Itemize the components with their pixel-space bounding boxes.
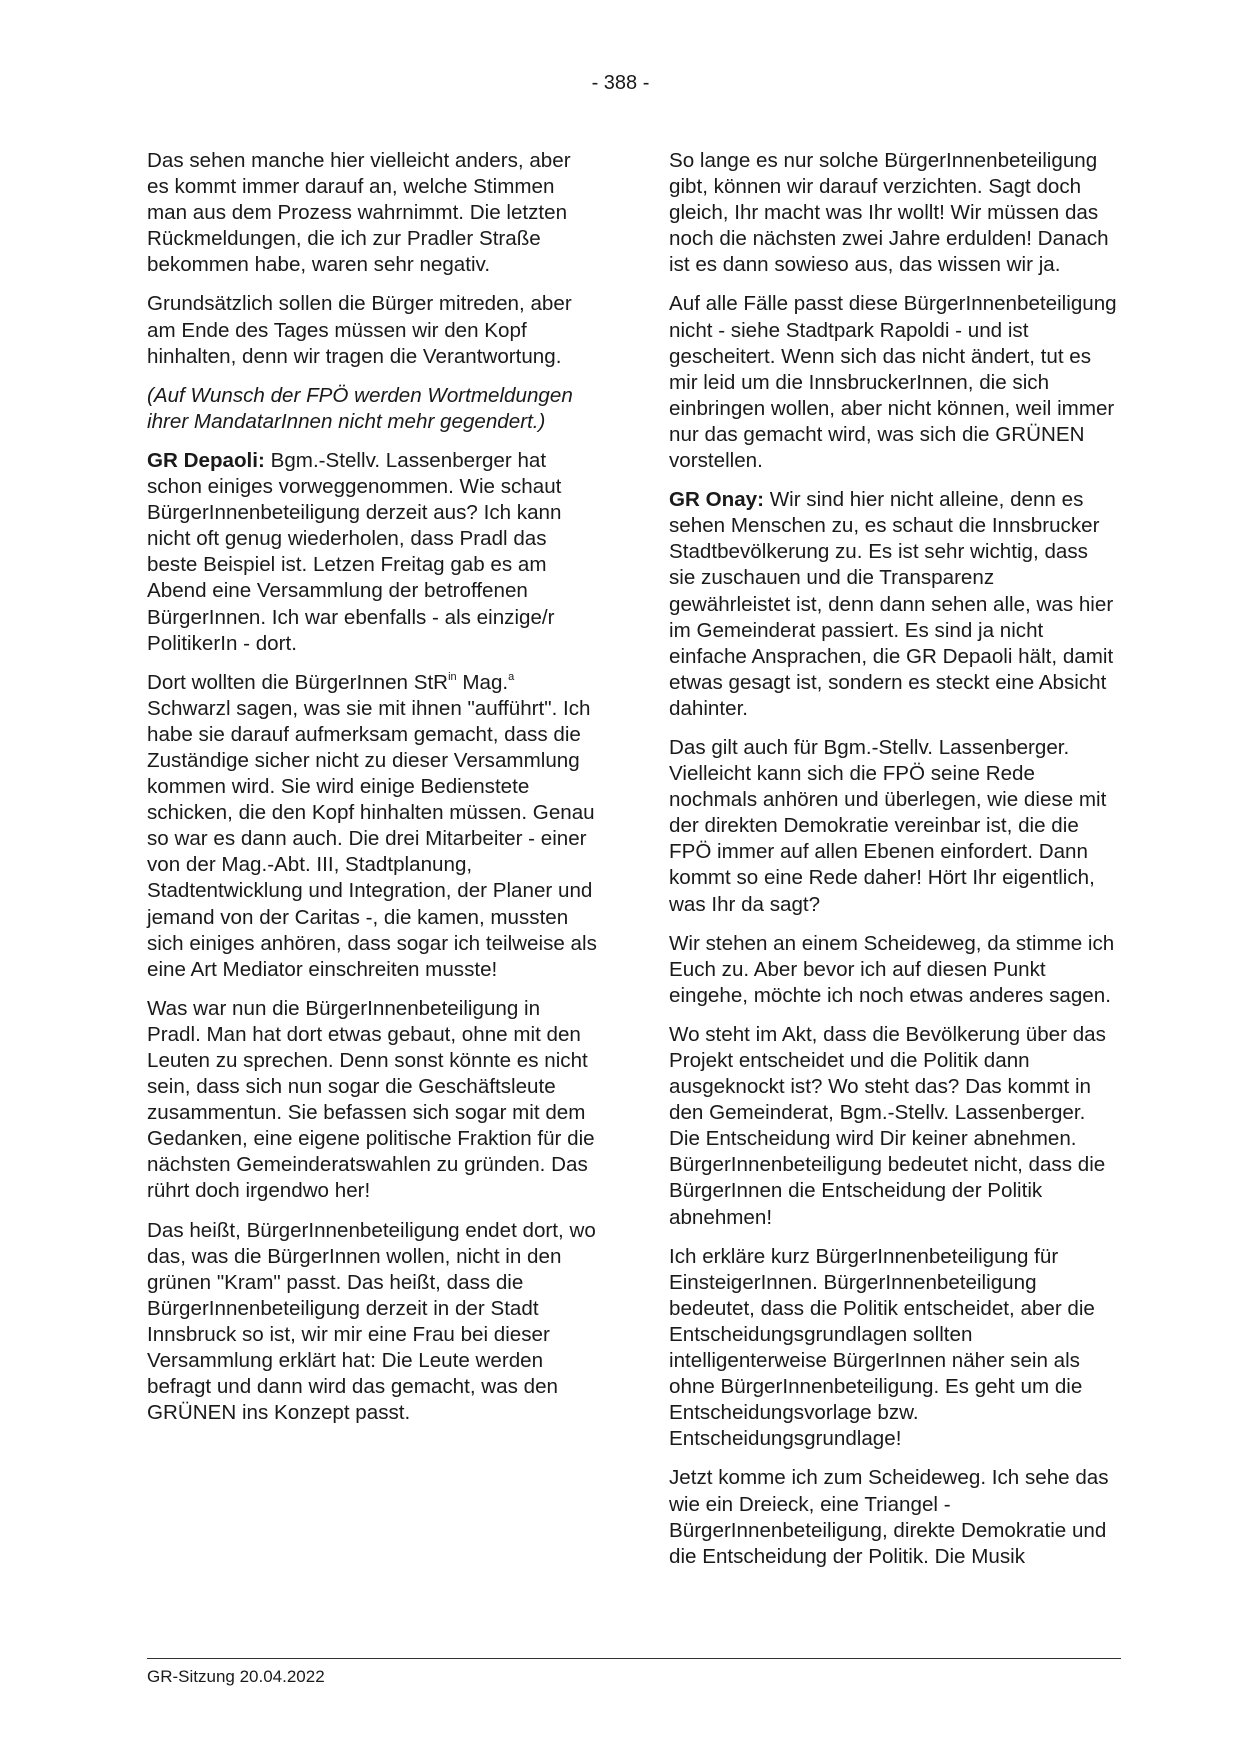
superscript: a [508, 670, 515, 683]
paragraph: So lange es nur solche BürgerInnenbeteiligung gibt, können wir darauf verzichten. Sagt doch gleich, Ihr macht was Ihr wollt! Wir müssen das noch die nächsten zwei Jahre erdulden! Danach ist es dann sowieso aus, das wissen wir ja. [669, 149, 1109, 277]
speaker-name: GR Onay: [669, 488, 764, 512]
left-column [147, 148, 597, 1439]
paragraph: Das heißt, BürgerInnenbeteiligung endet dort, wo das, was die BürgerInnen wollen, nicht in den grünen "Kram" passt. Das heißt, dass die BürgerInnenbeteiligung derzeit in der Stadt Innsbruck so ist, wir mir eine Frau bei dieser Versammlung erklärt hat: Die Leute werden befragt und dann wird das gemacht, was den GRÜNEN ins Konzept passt. [147, 1218, 596, 1425]
paragraph [147, 670, 597, 983]
page-number: - 388 - [591, 72, 650, 94]
paragraph: Ich erkläre kurz BürgerInnenbeteiligung für EinsteigerInnen. BürgerInnenbeteiligung bedeutet, dass die Politik entscheidet, aber die Entscheidungsgrundlagen sollten intelligenterweise BürgerInnen näher sein als ohne BürgerInnenbeteiligung. Es geht um die Entscheidungsvorlage bzw. Entscheidungsgrundlage! [669, 1244, 1095, 1451]
paragraph: Wir stehen an einem Scheideweg, da stimme ich Euch zu. Aber bevor ich auf diesen Punkt eingehe, möchte ich noch etwas anderes sagen. [669, 931, 1115, 1007]
speech-text: Bgm.-Stellv. Lassenberger hat schon einiges vorweggenommen. Wie schaut BürgerInnenbeteiligung derzeit aus? Ich kann nicht oft genug wiederholen, dass Pradl das beste Beispiel ist. Letzen Freitag gab es am Abend eine Versammlung der betroffenen BürgerInnen. Ich war ebenfalls - als einzige/r PolitikerIn - dort. [147, 448, 562, 655]
paragraph: Jetzt komme ich zum Scheideweg. Ich sehe das wie ein Dreieck, eine Triangel - BürgerInnenbeteiligung, direkte Demokratie und die Entscheidung der Politik. Die Musik [669, 1466, 1109, 1568]
speech-onay [669, 487, 1119, 722]
footer-session-date: GR-Sitzung 20.04.2022 [147, 1667, 325, 1686]
right-column [669, 148, 1119, 1583]
paragraph: Auf alle Fälle passt diese BürgerInnenbeteiligung nicht - siehe Stadtpark Rapoldi - und ist gescheitert. Wenn sich das nicht ändert, tut es mir leid um die InnsbruckerInnen, die sich einbringen wollen, aber nicht können, weil immer nur das gemacht wird, was sich die GRÜNEN vorstellen. [669, 292, 1117, 473]
text-run: Mag. [456, 670, 509, 694]
paragraph: Grundsätzlich sollen die Bürger mitreden, aber am Ende des Tages müssen wir den Kopf hinhalten, denn wir tragen die Verantwortung. [147, 292, 572, 368]
paragraph: Was war nun die BürgerInnenbeteiligung in Pradl. Man hat dort etwas gebaut, ohne mit den Leuten zu sprechen. Denn sonst könnte es nicht sein, dass sich nun sogar die Geschäftsleute zusammentun. Sie befassen sich sogar mit dem Gedanken, eine eigene politische Fraktion für die nächsten Gemeinderatswahlen zu gründen. Das rührt doch irgendwo her! [147, 996, 595, 1203]
paragraph: Wo steht im Akt, dass die Bevölkerung über das Projekt entscheidet und die Politik dann ausgeknockt ist? Wo steht das? Das kommt in den Gemeinderat, Bgm.-Stellv. Lassenberger. Die Entscheidung wird Dir keiner abnehmen. BürgerInnenbeteiligung bedeutet nicht, dass die BürgerInnen die Entscheidung der Politik abnehmen! [669, 1022, 1106, 1229]
editorial-note: (Auf Wunsch der FPÖ werden Wortmeldungen ihrer MandatarInnen nicht mehr gegendert.) [147, 383, 573, 433]
text-run: Schwarzl sagen, was sie mit ihnen "aufführt". Ich habe sie darauf aufmerksam gemacht, dass die Zuständige sicher nicht zu dieser Versammlung kommen wird. Sie wird einige Bedienstete schicken, die den Kopf hinhalten müssen. Genau so war es dann auch. Die drei Mitarbeiter - einer von der Mag.-Abt. III, Stadtplanung, Stadtentwicklung und Integration, der Planer und jemand von der Caritas -, die kamen, mussten sich einiges anhören, dass sogar ich teilweise als eine Art Mediator einschreiten musste! [147, 696, 597, 981]
paragraph: Das gilt auch für Bgm.-Stellv. Lassenberger. Vielleicht kann sich die FPÖ seine Rede nochmals anhören und überlegen, wie diese mit der direkten Demokratie vereinbar ist, die die FPÖ immer auf allen Ebenen einfordert. Dann kommt so eine Rede daher! Hört Ihr eigentlich, was Ihr da sagt? [669, 735, 1107, 916]
speech-depaoli [147, 448, 597, 657]
footer-divider [147, 1658, 1121, 1659]
text-run: Dort wollten die BürgerInnen StR [147, 670, 449, 694]
speech-text: Wir sind hier nicht alleine, denn es sehen Menschen zu, es schaut die Innsbrucker Stadtbevölkerung zu. Es ist sehr wichtig, dass sie zuschauen und die Transparenz gewährleistet ist, denn dann sehen alle, was hier im Gemeinderat passiert. Es sind ja nicht einfache Ansprachen, die GR Depaoli hält, damit etwas gesagt ist, sondern es steckt eine Absicht dahinter. [669, 488, 1114, 720]
speaker-name: GR Depaoli: [147, 448, 265, 472]
superscript: in [448, 670, 457, 683]
paragraph: Das sehen manche hier vielleicht anders, aber es kommt immer darauf an, welche Stimmen man aus dem Prozess wahrnimmt. Die letzten Rückmeldungen, die ich zur Pradler Straße bekommen habe, waren sehr negativ. [147, 149, 571, 277]
